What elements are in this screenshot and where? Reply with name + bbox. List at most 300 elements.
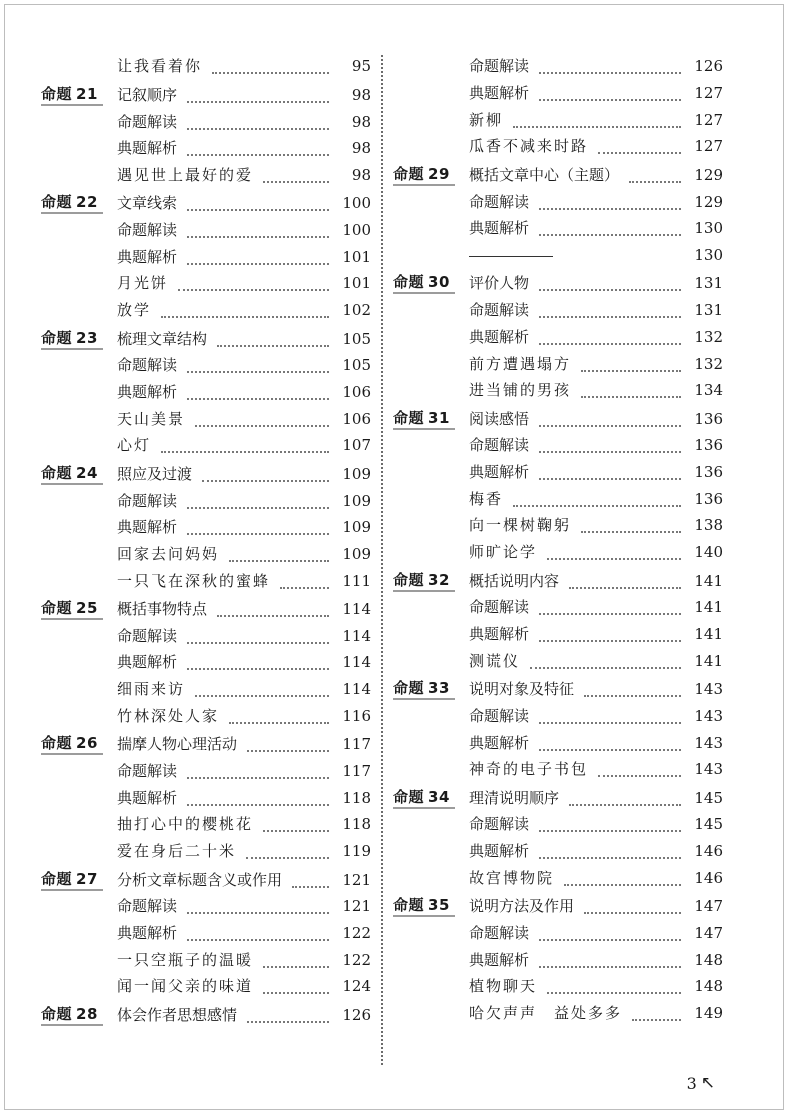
toc-entry-sub[interactable]: [393, 53, 723, 80]
toc-entry-art[interactable]: [41, 53, 371, 80]
entry-title: 典题解析: [117, 139, 178, 158]
entry-page-number: 109: [342, 464, 371, 483]
entry-title: 新柳: [469, 110, 504, 129]
toc-entry-sub[interactable]: [41, 893, 371, 920]
toc-entry-sub[interactable]: [41, 622, 371, 649]
entry-title: 命题解读: [469, 815, 530, 834]
dot-leader: [539, 735, 681, 751]
toc-entry-sub[interactable]: [41, 920, 371, 947]
entry-page-number: 140: [694, 543, 723, 562]
dot-leader: [247, 736, 329, 752]
entry-page-number: 106: [342, 382, 371, 401]
dot-leader: [539, 275, 681, 291]
toc-entry-sub[interactable]: [393, 702, 723, 729]
dot-leader: [187, 222, 329, 238]
topic-tag: [41, 84, 103, 106]
dot-leader: [569, 790, 681, 806]
topic-number: 30: [428, 273, 450, 292]
topic-number: 28: [76, 1004, 98, 1023]
entry-title: 典题解析: [469, 950, 530, 969]
dot-leader: [539, 302, 681, 318]
dot-leader: [161, 437, 329, 453]
dot-leader: [195, 681, 329, 697]
toc-entry-topic[interactable]: [41, 596, 371, 623]
dot-leader: [263, 816, 329, 832]
entry-title: 评价人物: [469, 274, 530, 293]
topic-tag-label: 命题: [393, 679, 425, 698]
entry-title: 命题解读: [469, 436, 530, 455]
entry-title: 典题解析: [117, 247, 178, 266]
toc-entry-art[interactable]: [41, 973, 371, 1000]
entry-title: 命题解读: [469, 57, 530, 76]
toc-entry-sub[interactable]: [41, 352, 371, 379]
dot-leader: [539, 464, 681, 480]
topic-number: 21: [76, 84, 98, 103]
topic-tag: [393, 678, 455, 700]
dot-leader: [539, 194, 681, 210]
entry-page-number: 132: [694, 327, 723, 346]
topic-tag: [41, 192, 103, 214]
entry-title: 照应及过渡: [117, 464, 193, 483]
toc-entry-sub[interactable]: [41, 135, 371, 162]
topic-number: 32: [428, 570, 450, 589]
toc-entry-art[interactable]: [41, 541, 371, 568]
toc-entry-art[interactable]: [393, 485, 723, 512]
dot-leader: [212, 58, 329, 74]
entry-page-number: 148: [694, 977, 723, 996]
topic-tag: [41, 869, 103, 891]
topic-tag: [41, 598, 103, 620]
dot-leader: [187, 898, 329, 914]
toc-entry-art[interactable]: [393, 756, 723, 783]
toc-entry-sub[interactable]: [41, 379, 371, 406]
toc-entry-art[interactable]: [41, 297, 371, 324]
entry-page-number: 130: [694, 219, 723, 238]
entry-page-number: 136: [694, 409, 723, 428]
dot-leader: [539, 816, 681, 832]
toc-entry-art[interactable]: [41, 432, 371, 459]
entry-page-number: 118: [342, 815, 371, 834]
entry-page-number: 95: [351, 57, 371, 76]
toc-entry-sub[interactable]: [41, 514, 371, 541]
dot-leader: [539, 85, 681, 101]
entry-title: 月光饼: [117, 274, 169, 293]
topic-number: 24: [76, 463, 98, 482]
topic-number: 35: [428, 896, 450, 915]
entry-title: 命题解读: [117, 762, 178, 780]
topic-number: 25: [76, 599, 98, 618]
toc-entry-sub[interactable]: [41, 784, 371, 811]
toc-entry-sub[interactable]: [393, 432, 723, 459]
entry-page-number: 107: [342, 436, 371, 455]
entry-page-number: 124: [342, 977, 371, 996]
toc-entry-art[interactable]: [393, 647, 723, 674]
dot-leader: [598, 138, 681, 154]
toc-entry-topic[interactable]: [393, 270, 723, 297]
toc-entry-sub[interactable]: [41, 217, 371, 244]
entry-title: 植物聊天: [469, 977, 538, 996]
toc-entry-art[interactable]: [393, 1000, 723, 1027]
entry-title: 遇见世上最好的爱: [117, 165, 254, 184]
toc-entry-topic[interactable]: [41, 81, 371, 108]
topic-tag-label: 命题: [41, 734, 73, 753]
entry-page-number: 116: [342, 706, 371, 725]
entry-title: 天山美景: [117, 409, 186, 428]
entry-page-number: 117: [342, 735, 371, 754]
entry-page-number: 141: [694, 651, 723, 670]
toc-entry-sub[interactable]: [393, 80, 723, 107]
entry-page-number: 141: [694, 571, 723, 590]
entry-title: 典题解析: [469, 463, 530, 482]
entry-page-number: 109: [342, 518, 371, 537]
topic-tag-label: 命题: [393, 896, 425, 915]
toc-entry-sub[interactable]: [393, 946, 723, 973]
topic-number: 34: [428, 787, 450, 806]
dot-leader: [539, 329, 681, 345]
dot-leader: [263, 952, 329, 968]
dot-leader: [229, 546, 329, 562]
entry-title: 命题解读: [469, 301, 530, 320]
topic-tag-label: 命题: [393, 570, 425, 589]
toc-entry-topic[interactable]: [41, 190, 371, 217]
entry-title: 命题解读: [469, 192, 530, 211]
toc-entry-art[interactable]: [41, 270, 371, 297]
dot-leader: [539, 925, 681, 941]
entry-title: 记叙顺序: [117, 85, 178, 104]
entry-title: 瓜香不减来时路: [469, 137, 589, 156]
dot-leader: [217, 601, 329, 617]
dot-leader: [187, 925, 329, 941]
toc-entry-art[interactable]: [393, 973, 723, 1000]
entry-page-number: 98: [351, 85, 371, 104]
entry-page-number: 98: [351, 139, 371, 158]
entry-title: 闻一闻父亲的味道: [117, 977, 254, 996]
entry-page-number: 126: [694, 57, 723, 76]
topic-number: 33: [428, 679, 450, 698]
entry-page-number: 141: [694, 598, 723, 617]
dot-leader: [513, 491, 681, 507]
entry-title: 命题解读: [117, 356, 178, 375]
entry-title: 典题解析: [117, 653, 178, 672]
dot-leader: [187, 114, 329, 130]
toc-entry-art[interactable]: [41, 162, 371, 189]
dot-leader: [246, 843, 329, 859]
entry-page-number: 149: [694, 1003, 723, 1022]
toc-entry-topic[interactable]: [393, 784, 723, 811]
entry-page-number: 126: [342, 1005, 371, 1024]
topic-number: 22: [76, 193, 98, 212]
entry-page-number: 131: [694, 274, 723, 293]
dot-leader: [547, 978, 681, 994]
entry-page-number: 130: [694, 245, 723, 264]
entry-title: 心灯: [117, 436, 152, 455]
toc-entry-sub[interactable]: [41, 108, 371, 135]
dot-leader: [539, 411, 681, 427]
entry-title: 典题解析: [469, 219, 530, 238]
topic-number: 26: [76, 734, 98, 753]
entry-page-number: 127: [694, 137, 723, 156]
dot-leader: [187, 790, 329, 806]
dot-leader: [187, 628, 329, 644]
toc-entry-art[interactable]: [393, 539, 723, 566]
entry-title: 进当铺的男孩: [469, 381, 572, 400]
topic-tag: [41, 1004, 103, 1026]
toc-entry-sub[interactable]: [393, 188, 723, 215]
entry-title: 神奇的电子书包: [469, 760, 589, 779]
entry-page-number: 147: [694, 923, 723, 942]
entry-title: 竹林深处人家: [117, 706, 220, 725]
toc-entry-sub[interactable]: [393, 621, 723, 648]
toc-entry-sub[interactable]: [393, 215, 723, 242]
dot-leader: [187, 195, 329, 211]
dot-leader: [539, 708, 681, 724]
entry-title: 典题解析: [117, 788, 178, 807]
dot-leader: [581, 356, 681, 372]
dot-leader: [263, 978, 329, 994]
entry-title: 梳理文章结构: [117, 329, 208, 348]
topic-tag-label: 命题: [393, 787, 425, 806]
toc-entry-sub[interactable]: [393, 811, 723, 838]
toc-entry-topic[interactable]: [41, 325, 371, 352]
entry-title: 命题解读: [117, 491, 178, 510]
entry-page-number: 114: [342, 653, 371, 672]
entry-title: 命题解读: [117, 626, 178, 645]
topic-number: 27: [76, 869, 98, 888]
topic-number: 29: [428, 164, 450, 183]
dot-leader: [539, 626, 681, 642]
entry-title: 概括事物特点: [117, 600, 208, 619]
dot-leader: [187, 493, 329, 509]
toc-entry-topic[interactable]: [41, 461, 371, 488]
entry-title: 命题解读: [117, 112, 178, 131]
entry-title: 理清说明顺序: [469, 788, 560, 807]
toc-entry-sub[interactable]: [41, 243, 371, 270]
entry-page-number: 118: [342, 788, 371, 807]
dot-leader: [292, 872, 329, 888]
topic-tag: [41, 328, 103, 350]
entry-title: 爱在身后二十米: [117, 842, 237, 861]
entry-page-number: 117: [342, 762, 371, 780]
entry-page-number: 98: [351, 112, 371, 131]
toc-entry-art[interactable]: [41, 702, 371, 729]
toc-entry-sub[interactable]: [41, 649, 371, 676]
entry-title: 梅香: [469, 489, 504, 508]
dot-leader: [584, 681, 681, 697]
entry-page-number: 101: [342, 247, 371, 266]
entry-title: 典题解析: [117, 382, 178, 401]
toc-entry-art[interactable]: [41, 946, 371, 973]
dot-leader: [584, 898, 681, 914]
entry-page-number: 131: [694, 301, 723, 320]
dot-leader: [161, 302, 329, 318]
page-number: 3: [686, 1073, 697, 1093]
entry-page-number: 145: [694, 788, 723, 807]
entry-page-number: 146: [694, 842, 723, 861]
toc-entry-topic[interactable]: [393, 676, 723, 703]
topic-tag: [393, 164, 455, 186]
toc-entry-topic[interactable]: [41, 731, 371, 758]
toc-entry-sub[interactable]: [393, 459, 723, 486]
column-divider: [381, 55, 383, 1065]
dot-leader: [187, 763, 329, 779]
toc-entry-sub[interactable]: [41, 758, 371, 785]
entry-title: 命题解读: [469, 923, 530, 942]
topic-tag-label: 命题: [41, 1004, 73, 1023]
dot-leader: [539, 952, 681, 968]
toc-page: [4, 4, 784, 1110]
toc-entry-art[interactable]: [41, 567, 371, 594]
entry-title: 分析文章标题含义或作用: [117, 870, 283, 889]
entry-page-number: 101: [342, 274, 371, 293]
dot-leader: [547, 544, 681, 560]
dot-leader: [247, 1007, 329, 1023]
topic-tag: [393, 787, 455, 809]
dot-leader: [539, 58, 681, 74]
entry-title: 故宫博物院: [469, 868, 555, 887]
entry-title: 体会作者思想感情: [117, 1005, 238, 1024]
entry-page-number: 136: [694, 489, 723, 508]
entry-page-number: 114: [342, 626, 371, 645]
dot-leader: [632, 1005, 681, 1021]
dot-leader: [187, 654, 329, 670]
dot-leader: [202, 466, 329, 482]
toc-entry-art[interactable]: [393, 106, 723, 133]
entry-title: 放学: [117, 301, 152, 320]
entry-page-number: 102: [342, 301, 371, 320]
topic-tag: [41, 733, 103, 755]
topic-tag-label: 命题: [393, 164, 425, 183]
entry-title: 说明对象及特征: [469, 680, 575, 699]
entry-title: 哈欠声声 益处多多: [469, 1003, 623, 1022]
dot-leader: [280, 573, 329, 589]
entry-page-number: 127: [694, 84, 723, 103]
entry-title: 回家去问妈妈: [117, 544, 220, 563]
toc-entry-art[interactable]: [41, 838, 371, 865]
toc-entry-art[interactable]: [393, 133, 723, 160]
entry-page-number: 143: [694, 706, 723, 725]
dot-leader: [539, 843, 681, 859]
entry-title: 抽打心中的樱桃花: [117, 815, 254, 834]
entry-page-number: 127: [694, 110, 723, 129]
topic-tag-label: 命题: [393, 273, 425, 292]
dot-leader: [513, 112, 681, 128]
entry-page-number: 114: [342, 680, 371, 699]
entry-title: 说明方法及作用: [469, 897, 575, 916]
toc-entry-topic[interactable]: [393, 162, 723, 189]
entry-page-number: 143: [694, 760, 723, 779]
entry-page-number: 105: [342, 329, 371, 348]
topic-tag: [393, 570, 455, 592]
dot-leader: [195, 411, 329, 427]
toc-entry-sub[interactable]: [393, 838, 723, 865]
entry-title: 阅读感悟: [469, 409, 530, 428]
dot-leader: [581, 517, 681, 533]
entry-page-number: 105: [342, 356, 371, 375]
toc-entry-topic[interactable]: [41, 1001, 371, 1028]
entry-page-number: 138: [694, 516, 723, 535]
dot-leader: [581, 382, 681, 398]
toc-entry-art[interactable]: [393, 350, 723, 377]
toc-entry-art[interactable]: [393, 864, 723, 891]
toc-entry-topic[interactable]: [393, 893, 723, 920]
entry-page-number: 122: [342, 923, 371, 942]
entry-page-number: 114: [342, 600, 371, 619]
corner-arrow-icon: ↖: [700, 1073, 715, 1093]
entry-title: 典题解析: [469, 327, 530, 346]
topic-tag: [393, 895, 455, 917]
toc-entry-sub[interactable]: [393, 297, 723, 324]
dot-leader: [539, 437, 681, 453]
entry-title: 命题解读: [117, 221, 178, 240]
page-footer: [687, 1073, 715, 1093]
entry-page-number: 148: [694, 950, 723, 969]
entry-title: 揣摩人物心理活动: [117, 735, 238, 754]
toc-entry-art[interactable]: [41, 405, 371, 432]
entry-page-number: 136: [694, 436, 723, 455]
entry-page-number: 119: [342, 842, 371, 861]
topic-tag: [41, 463, 103, 485]
toc-entry-art[interactable]: [41, 811, 371, 838]
dot-leader: [217, 331, 329, 347]
toc-entry-sub[interactable]: [393, 920, 723, 947]
dot-leader: [187, 384, 329, 400]
entry-title: 概括说明内容: [469, 571, 560, 590]
entry-title: 典题解析: [469, 733, 530, 752]
entry-page-number: 109: [342, 544, 371, 563]
toc-entry-sub[interactable]: [393, 594, 723, 621]
entry-title: 命题解读: [469, 598, 530, 617]
dot-leader: [564, 870, 681, 886]
entry-page-number: 129: [694, 192, 723, 211]
toc-entry-art[interactable]: [41, 676, 371, 703]
dot-leader: [530, 653, 681, 669]
toc-entry-sub[interactable]: [393, 729, 723, 756]
topic-tag-label: 命题: [41, 599, 73, 618]
toc-entry-sub[interactable]: [41, 487, 371, 514]
dot-leader: [539, 220, 681, 236]
dot-leader: [539, 599, 681, 615]
toc-entry-topic[interactable]: [393, 405, 723, 432]
entry-page-number: 98: [351, 165, 371, 184]
dot-leader: [569, 573, 681, 589]
entry-page-number: 132: [694, 354, 723, 373]
entry-title: 概括文章中心（主题）: [469, 165, 620, 184]
toc-entry-blank[interactable]: [393, 242, 723, 269]
entry-page-number: 122: [342, 950, 371, 969]
toc-entry-sub[interactable]: [393, 323, 723, 350]
entry-page-number: 136: [694, 463, 723, 482]
entry-page-number: 100: [342, 221, 371, 240]
dot-leader: [229, 708, 329, 724]
entry-title: 一只空瓶子的温暖: [117, 950, 254, 969]
dot-leader: [178, 275, 329, 291]
entry-title: 向一棵树鞠躬: [469, 516, 572, 535]
entry-title: 测谎仪: [469, 651, 521, 670]
dot-leader: [263, 167, 329, 183]
entry-page-number: 100: [342, 194, 371, 213]
toc-entry-topic[interactable]: [393, 567, 723, 594]
entry-page-number: 134: [694, 381, 723, 400]
toc-entry-topic[interactable]: [41, 866, 371, 893]
entry-title: 文章线索: [117, 194, 178, 213]
dot-leader: [187, 357, 329, 373]
toc-entry-art[interactable]: [393, 512, 723, 539]
dot-leader: [598, 761, 681, 777]
dot-leader: [187, 140, 329, 156]
entry-page-number: 143: [694, 680, 723, 699]
toc-entry-art[interactable]: [393, 377, 723, 404]
entry-page-number: 109: [342, 491, 371, 510]
